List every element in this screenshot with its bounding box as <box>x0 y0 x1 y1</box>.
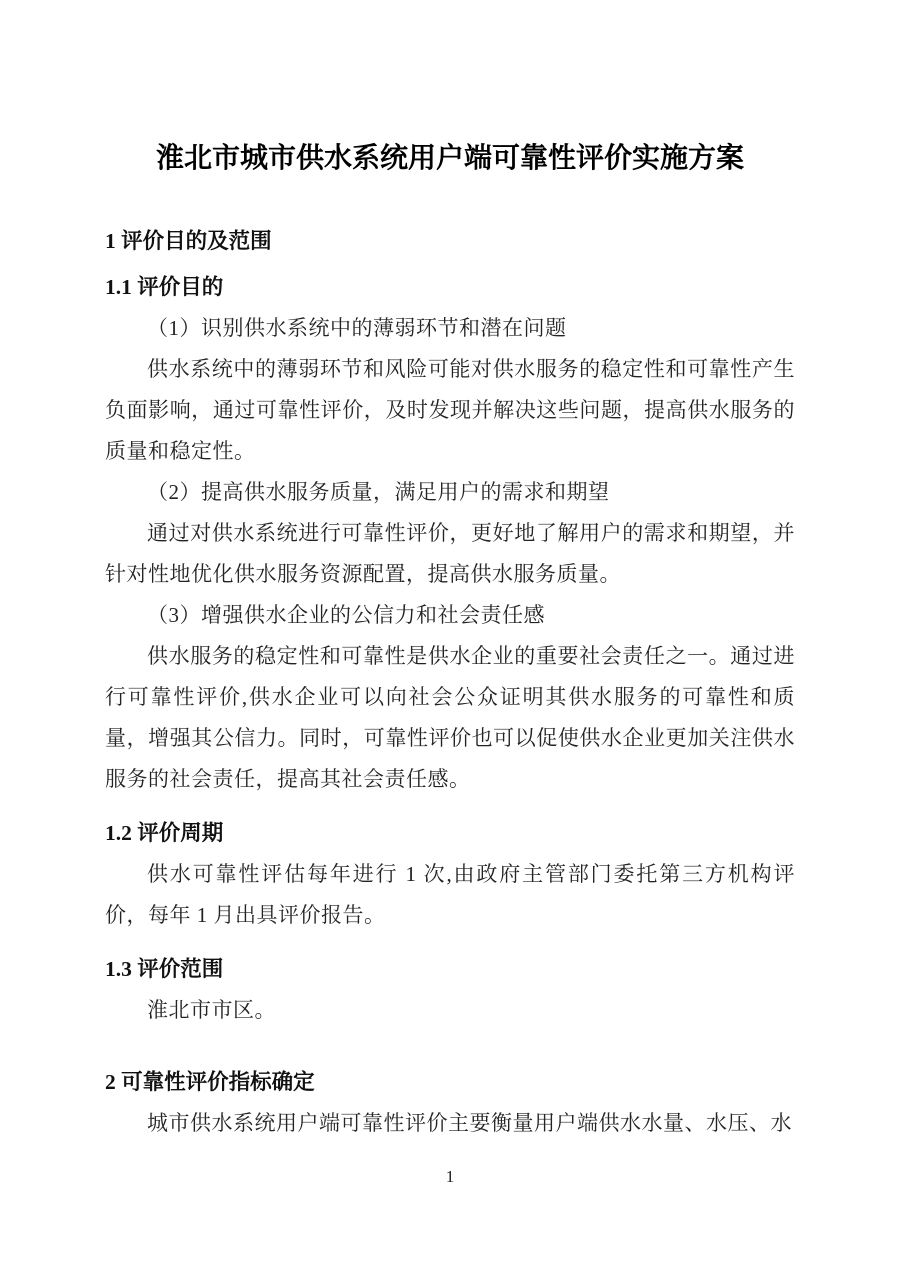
paragraph-body-3: 供水服务的稳定性和可靠性是供水企业的重要社会责任之一。通过进行可靠性评价,供水企业可以向社会公众证明其供水服务的可靠性和质量，增强其公信力。同时，可靠性评价也可以促使供水企业更加关注供水服务的社会责任，提高其社会责任感。 <box>105 644 795 791</box>
paragraph-indicators-intro: 城市供水系统用户端可靠性评价主要衡量用户端供水水量、水压、水 <box>147 1111 792 1135</box>
paragraph-item-3: （3）增强供水企业的公信力和社会责任感 <box>147 603 545 627</box>
paragraph-item-2: （2）提高供水服务质量，满足用户的需求和期望 <box>147 480 610 504</box>
paragraph-body-1: 供水系统中的薄弱环节和风险可能对供水服务的稳定性和可靠性产生负面影响，通过可靠性评价，及时发现并解决这些问题，提高供水服务的质量和稳定性。 <box>105 357 795 463</box>
paragraph-evaluation-cycle: 供水可靠性评估每年进行 1 次,由政府主管部门委托第三方机构评价，每年 1 月出具评价报告。 <box>105 862 795 927</box>
paragraph-evaluation-scope: 淮北市市区。 <box>147 998 276 1022</box>
section-heading-1-3: 1.3 评价范围 <box>105 957 224 981</box>
paragraph-body-2: 通过对供水系统进行可靠性评价，更好地了解用户的需求和期望，并针对性地优化供水服务资源配置，提高供水服务质量。 <box>105 521 795 586</box>
section-heading-1-1: 1.1 评价目的 <box>105 275 224 299</box>
section-heading-1-2: 1.2 评价周期 <box>105 821 224 845</box>
section-heading-1: 1 评价目的及范围 <box>105 229 272 253</box>
paragraph-item-1: （1）识别供水系统中的薄弱环节和潜在问题 <box>147 316 567 340</box>
page-number: 1 <box>445 1167 455 1186</box>
document-title: 淮北市城市供水系统用户端可靠性评价实施方案 <box>155 143 744 174</box>
section-heading-2: 2 可靠性评价指标确定 <box>105 1070 315 1094</box>
